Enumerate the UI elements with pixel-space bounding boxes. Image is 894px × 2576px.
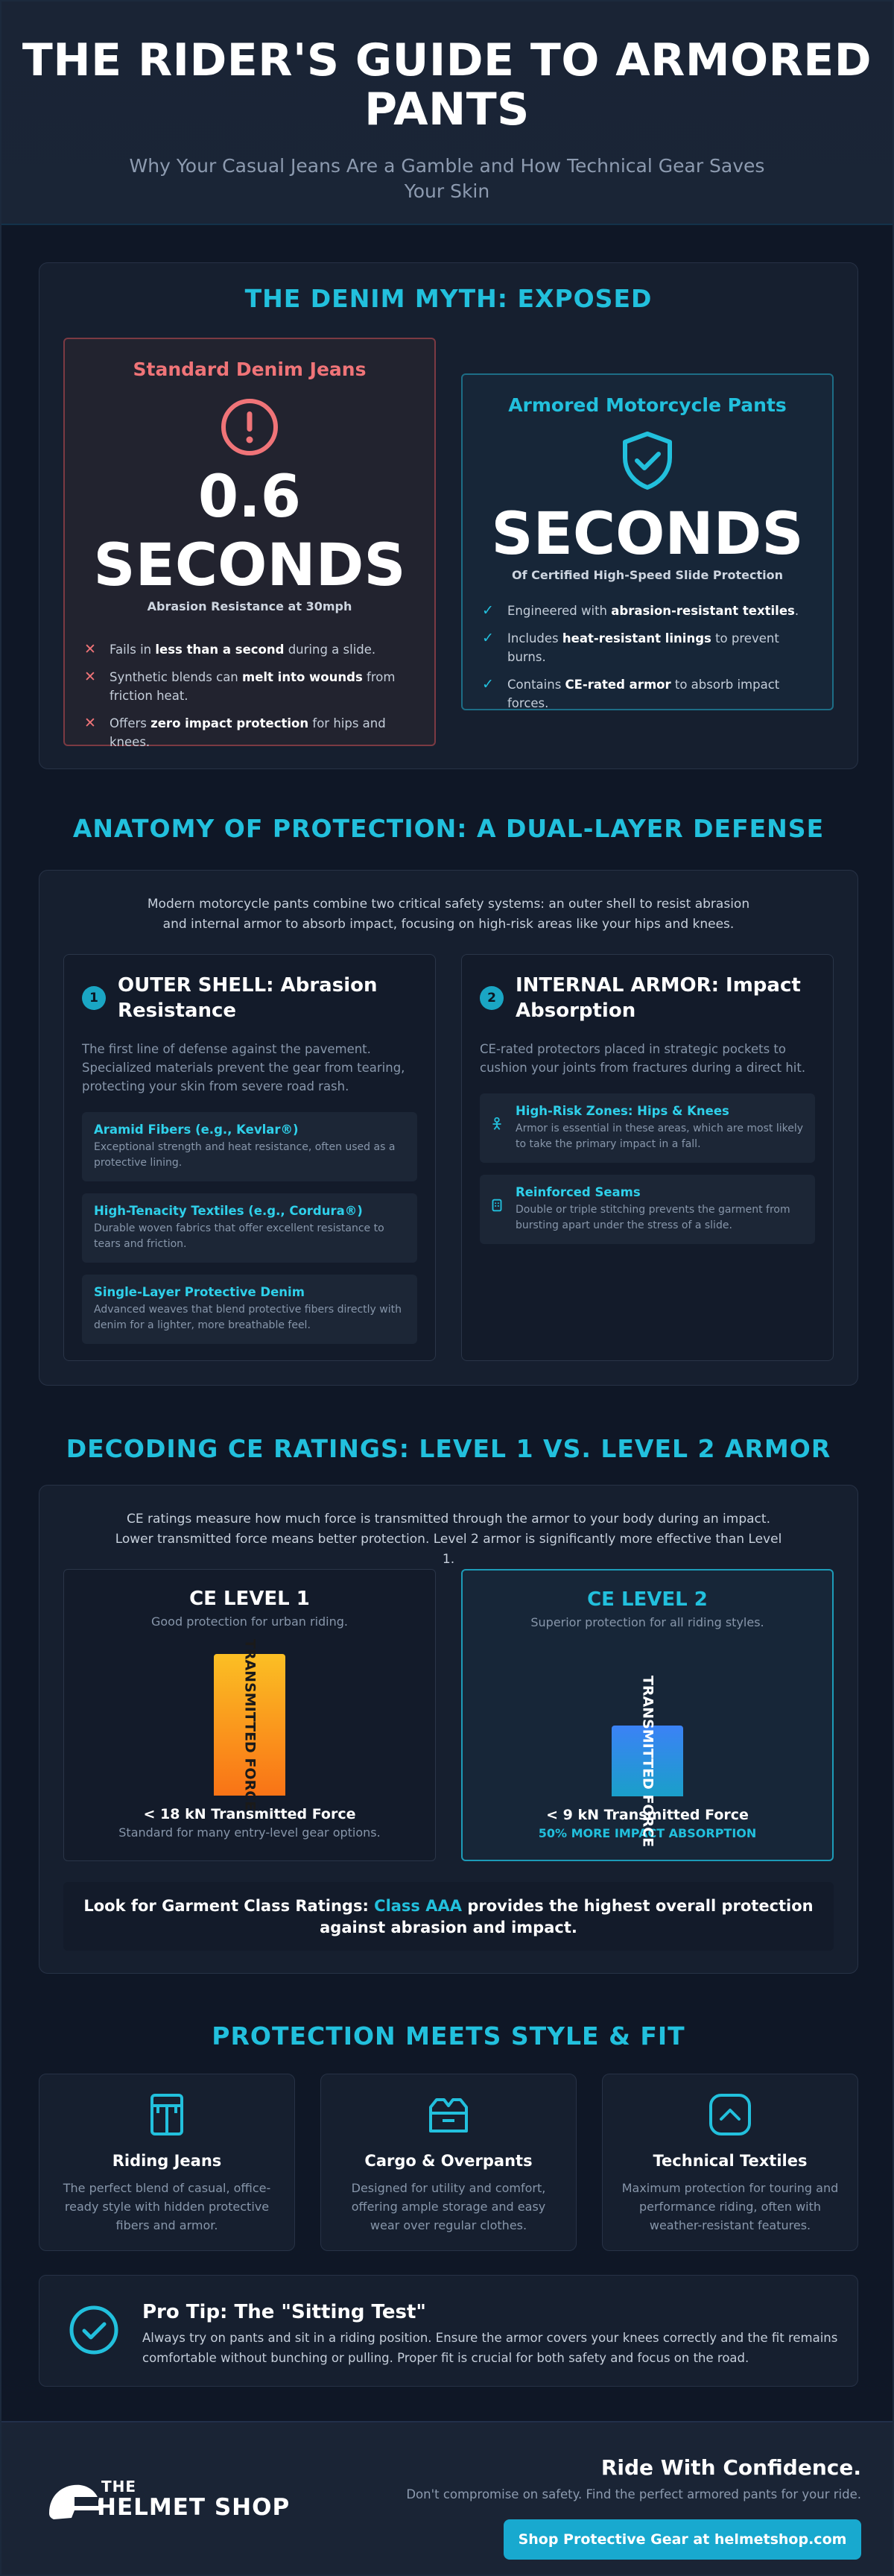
internal-armor-desc: CE-rated protectors placed in strategic pockets to cushion your joints from fractures during a direct hit. (480, 1042, 806, 1075)
ce-level-1-foot: Standard for many entry-level gear options. (118, 1825, 381, 1840)
armor-item-title: Reinforced Seams (516, 1185, 641, 1199)
cargo-bag-icon (425, 2091, 472, 2138)
garment-text: provides the highest overall protection against abrasion and impact. (320, 1897, 814, 1936)
list-item: ✕ Synthetic blends can melt into wounds from friction heat. (84, 669, 396, 703)
list-item: ✕ Offers zero impact protection for hips and knees. (84, 715, 386, 749)
logo-line-1: THE (101, 2478, 137, 2496)
myth-title: THE DENIM MYTH: EXPOSED (244, 284, 653, 313)
tile-title: Riding Jeans (112, 2152, 222, 2170)
denim-unit: SECONDS (93, 532, 406, 599)
list-item: ✓ Contains CE-rated armor to absorb impact forces. (482, 676, 780, 710)
page-title: THE RIDER'S GUIDE TO ARMORED PANTS (22, 34, 872, 136)
list-item: ✓ Engineered with abrasion-resistant textiles. (482, 602, 799, 619)
tile-text: Maximum protection for touring and performance riding, often with weather-resistant features. (621, 2181, 839, 2232)
garment-class-note (63, 1882, 834, 1951)
denim-caption: Abrasion Resistance at 30mph (147, 599, 352, 613)
denim-heading: Standard Denim Jeans (133, 359, 367, 380)
armored-unit: SECONDS (491, 501, 804, 568)
ce-intro: CE ratings measure how much force is transmitted through the armor to your body during an impact. Lower transmitted force means better protection. Level 2 armor is significantly more effective than Level 1. (115, 1512, 782, 1567)
ce-ratings-section (39, 1485, 858, 1974)
armor-item-title: High-Risk Zones: Hips & Knees (516, 1104, 729, 1118)
armored-bullets (482, 602, 804, 713)
material-item (82, 1275, 417, 1344)
check-icon: ✓ (482, 602, 494, 619)
shop-cta-button[interactable]: Shop Protective Gear at helmetshop.com (504, 2519, 861, 2560)
footer-heading: Ride With Confidence. (600, 2455, 861, 2480)
helmet-icon (45, 2475, 104, 2534)
force-bar-label: TRANSMITTED FORCE (639, 1675, 656, 1847)
armor-item-text: Armor is essential in these areas, which are most likely to take the primary impact in a fall. (516, 1123, 804, 1150)
material-text: Advanced weaves that blend protective fibers directly with denim for a lighter, more breathable feel. (94, 1304, 402, 1331)
helmet-shop-logo (45, 2475, 291, 2534)
list-item: ✓ Includes heat-resistant linings to prevent burns. (482, 630, 779, 664)
list-item: ✕ Fails in less than a second during a slide. (84, 641, 376, 657)
force-bar-level-2 (612, 1675, 683, 1847)
hero-header (1, 1, 893, 225)
shield-check-icon (616, 429, 679, 492)
material-title: Aramid Fibers (e.g., Kevlar®) (94, 1123, 299, 1137)
denim-bullets (84, 640, 406, 751)
anatomy-intro: Modern motorcycle pants combine two critical safety systems: an outer shell to resist abrasion and internal armor to absorb impact, focusing on high-risk areas like your hips and knees. (147, 897, 750, 932)
tip-text: Always try on pants and sit in a riding position. Ensure the armor covers your knees correctly and the fit remains comfortable without bunching or pulling. Proper fit is crucial for both safety and focus on the road. (142, 2331, 838, 2365)
ce-level-1-force: < 18 kN Transmitted Force (143, 1806, 356, 1822)
armor-item-text: Double or triple stitching prevents the garment from bursting apart under the stress of a slide. (516, 1204, 790, 1231)
internal-armor-title: INTERNAL ARMOR: Impact Absorption (516, 974, 801, 1022)
force-bar-level-1 (214, 1638, 285, 1811)
x-icon: ✕ (84, 669, 96, 685)
material-text: Durable woven fabrics that offer excellent resistance to tears and friction. (94, 1222, 384, 1250)
tile-text: Designed for utility and comfort, offering ample storage and easy wear over regular clothes. (351, 2181, 546, 2232)
ce-level-2-force: < 9 kN Transmitted Force (546, 1807, 749, 1823)
outer-shell-title: OUTER SHELL: Abrasion Resistance (118, 974, 378, 1022)
internal-armor-card (461, 954, 834, 1361)
pro-tip-card (39, 2275, 858, 2387)
anatomy-section (39, 870, 858, 1386)
denim-value: 0.6 (197, 464, 302, 531)
footer (1, 2421, 893, 2575)
tile-title: Technical Textiles (653, 2152, 808, 2170)
armor-item (480, 1093, 815, 1163)
garment-text: Look for Garment Class Ratings: (83, 1897, 375, 1915)
style-tile-riding-jeans (39, 2074, 295, 2251)
footer-message (406, 2455, 861, 2501)
style-title: PROTECTION MEETS STYLE & FIT (212, 2021, 685, 2051)
seam-stitch-icon (489, 1197, 508, 1234)
armored-heading: Armored Motorcycle Pants (508, 394, 787, 416)
style-tile-technical (602, 2074, 858, 2251)
ce-title: DECODING CE RATINGS: LEVEL 1 VS. LEVEL 2 ARMOR (66, 1434, 831, 1463)
armored-caption: Of Certified High-Speed Slide Protection (511, 568, 784, 582)
material-item (82, 1112, 417, 1181)
logo-line-2: HELMET SHOP (97, 2494, 291, 2521)
force-bar-label: TRANSMITTED FORCE (241, 1638, 259, 1811)
style-tile-cargo (320, 2074, 577, 2251)
outer-shell-desc: The first line of defense against the pavement. Specialized materials prevent the gear from tearing, protecting your skin from severe road rash. (82, 1042, 405, 1093)
step-number: 1 (82, 986, 106, 1010)
page-subtitle: Why Your Casual Jeans Are a Gamble and How Technical Gear Saves Your Skin (129, 155, 765, 202)
chevron-up-box-icon (706, 2091, 754, 2138)
check-icon: ✓ (482, 630, 494, 646)
denim-myth-section (39, 262, 858, 769)
ce-level-1-card (63, 1569, 436, 1861)
material-text: Exceptional strength and heat resistance, often used as a protective lining. (94, 1141, 396, 1169)
x-icon: ✕ (84, 641, 96, 657)
ce-level-1-title: CE LEVEL 1 (189, 1588, 310, 1610)
step-number: 2 (480, 986, 504, 1010)
ce-level-2-sub: Superior protection for all riding styles. (530, 1615, 764, 1629)
anatomy-title: ANATOMY OF PROTECTION: A DUAL-LAYER DEFENSE (72, 814, 825, 843)
x-icon: ✕ (84, 715, 96, 731)
force-bar-area (64, 1638, 435, 1811)
armor-item (480, 1175, 815, 1244)
ce-level-2-foot: 50% MORE IMPACT ABSORPTION (538, 1826, 757, 1840)
ce-level-1-sub: Good protection for urban riding. (150, 1614, 349, 1629)
material-title: High-Tenacity Textiles (e.g., Cordura®) (94, 1204, 363, 1218)
alert-circle-icon (219, 397, 280, 458)
hip-target-icon (489, 1116, 508, 1152)
armored-card (461, 373, 834, 710)
ce-level-2-title: CE LEVEL 2 (587, 1588, 708, 1611)
footer-text: Don't compromise on safety. Find the perfect armored pants for your ride. (406, 2487, 861, 2501)
material-title: Single-Layer Protective Denim (94, 1285, 305, 1299)
garment-highlight: Class AAA (374, 1897, 463, 1915)
ce-level-2-card (461, 1569, 834, 1861)
outer-shell-card (63, 954, 436, 1361)
tile-text: The perfect blend of casual, office-ready style with hidden protective fibers and armor. (63, 2181, 271, 2232)
material-item (82, 1193, 417, 1263)
check-circle-icon (68, 2304, 120, 2356)
check-icon: ✓ (482, 676, 494, 692)
denim-card (63, 338, 436, 749)
tip-title: Pro Tip: The "Sitting Test" (142, 2301, 426, 2323)
tile-title: Cargo & Overpants (364, 2152, 533, 2170)
jeans-icon (143, 2091, 191, 2138)
